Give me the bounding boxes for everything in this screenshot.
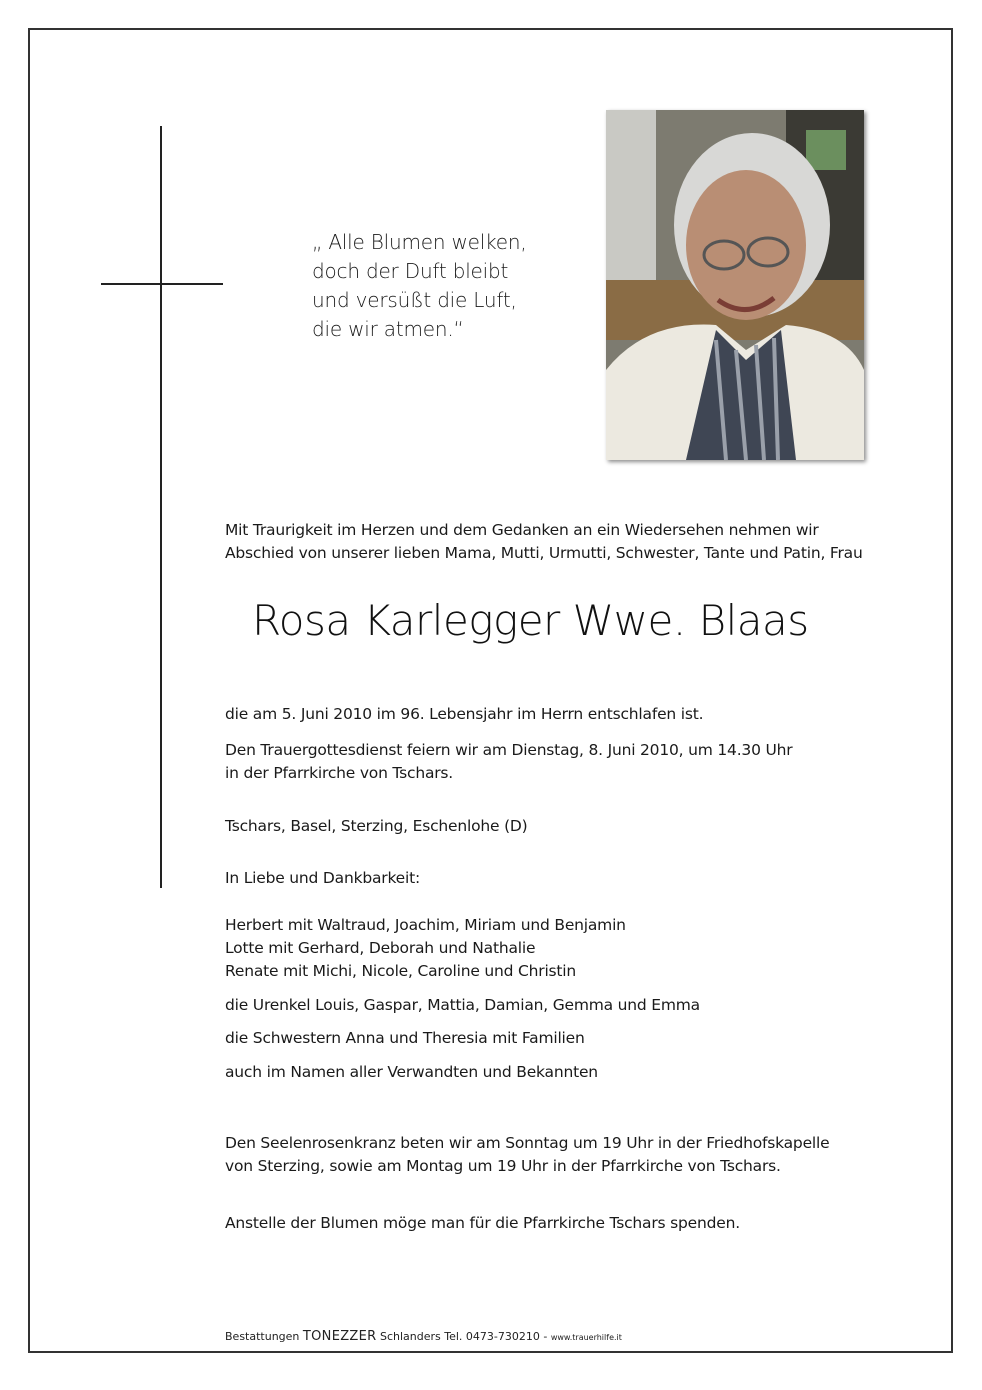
footer-website: www.trauerhilfe.it (550, 1333, 622, 1342)
quote-line: die wir atmen.“ (312, 317, 464, 341)
cross-vertical-bar (160, 126, 162, 888)
service-line: Den Trauergottesdienst feiern wir am Dienstag, 8. Juni 2010, um 14.30 Uhr (225, 741, 793, 759)
death-info: die am 5. Juni 2010 im 96. Lebensjahr im Herrn entschlafen ist. (225, 705, 704, 723)
service-line: in der Pfarrkirche von Tschars. (225, 764, 454, 782)
quote-line: doch der Duft bleibt (312, 259, 509, 283)
memorial-quote (312, 228, 527, 344)
family-relatives: auch im Namen aller Verwandten und Bekannten (225, 1063, 598, 1081)
family-line: Herbert mit Waltraud, Joachim, Miriam und Benjamin (225, 916, 626, 934)
service-info (225, 739, 792, 785)
donation-note: Anstelle der Blumen möge man für die Pfarrkirche Tschars spenden. (225, 1214, 740, 1232)
deceased-name: Rosa Karlegger Wwe. Blaas (252, 596, 809, 645)
funeral-home-footer (225, 1329, 622, 1344)
rosary-line: von Sterzing, sowie am Montag um 19 Uhr in der Pfarrkirche von Tschars. (225, 1157, 781, 1175)
footer-brand: TONEZZER (302, 1329, 377, 1344)
cross-horizontal-bar (101, 283, 223, 285)
gratitude-label: In Liebe und Dankbarkeit: (225, 869, 421, 887)
family-sisters: die Schwestern Anna und Theresia mit Familien (225, 1029, 585, 1047)
footer-contact: Schlanders Tel. 0473-730210 - (379, 1330, 548, 1343)
portrait-photo (606, 110, 864, 460)
places-line: Tschars, Basel, Sterzing, Eschenlohe (D) (225, 817, 528, 835)
intro-line: Mit Traurigkeit im Herzen und dem Gedanken an ein Wiedersehen nehmen wir (225, 521, 819, 539)
family-children (225, 914, 626, 983)
family-line: Renate mit Michi, Nicole, Caroline und Christin (225, 962, 577, 980)
intro-text (225, 519, 863, 565)
family-line: Lotte mit Gerhard, Deborah und Nathalie (225, 939, 536, 957)
quote-line: „ Alle Blumen welken, (312, 230, 527, 254)
footer-prefix: Bestattungen (225, 1330, 300, 1343)
intro-line: Abschied von unserer lieben Mama, Mutti, Urmutti, Schwester, Tante und Patin, Frau (225, 544, 863, 562)
rosary-info (225, 1132, 829, 1178)
quote-line: und versüßt die Luft, (312, 288, 517, 312)
family-great-grandchildren: die Urenkel Louis, Gaspar, Mattia, Damian, Gemma und Emma (225, 996, 700, 1014)
rosary-line: Den Seelenrosenkranz beten wir am Sonntag um 19 Uhr in der Friedhofskapelle (225, 1134, 830, 1152)
